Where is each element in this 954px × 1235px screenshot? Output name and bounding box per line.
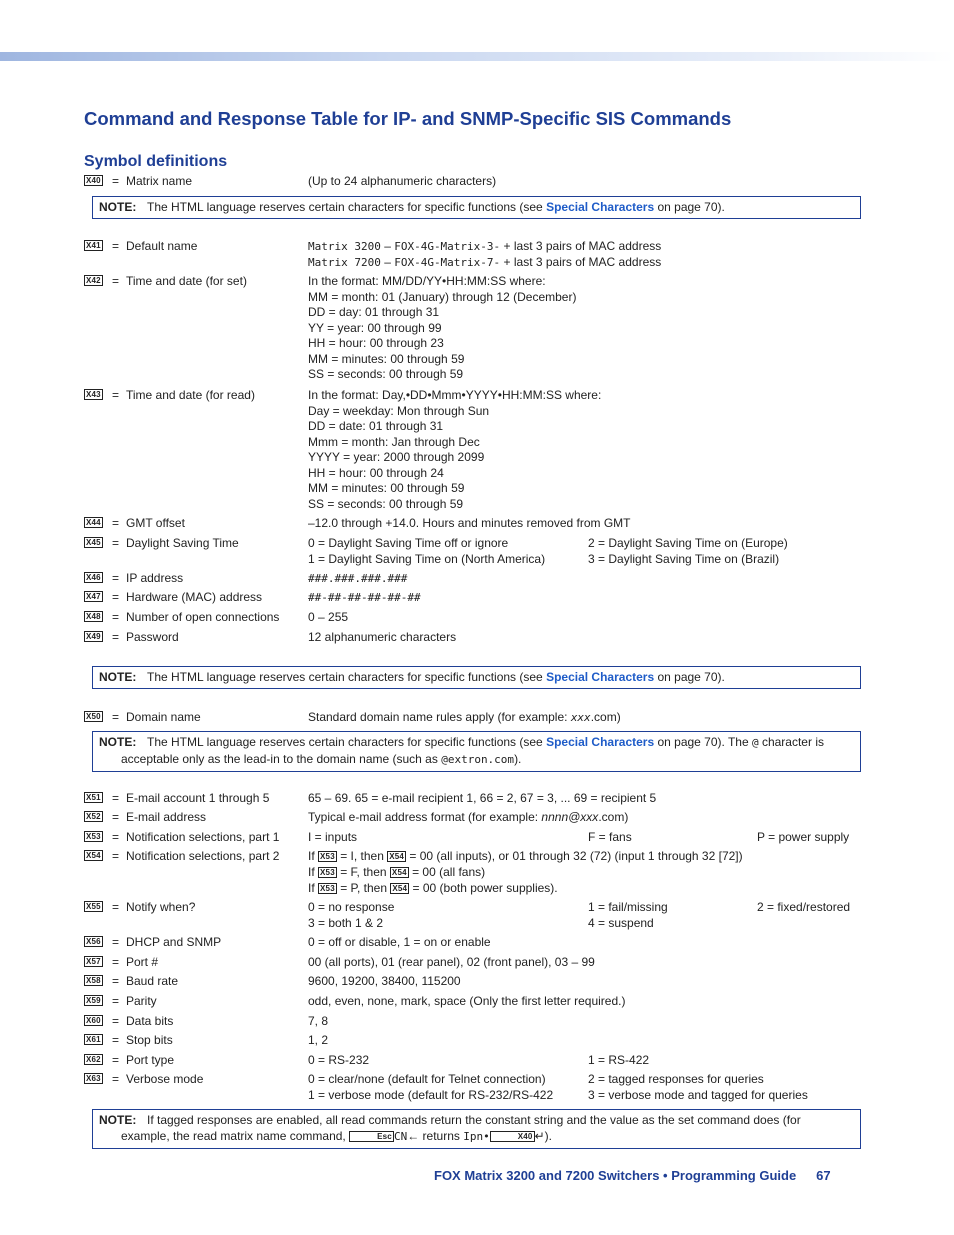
special-characters-link[interactable]: Special Characters — [546, 200, 655, 214]
page-title: Command and Response Table for IP- and SNMP-Specific SIS Commands — [84, 108, 732, 129]
page-footer — [434, 1168, 831, 1183]
page-number: 67 — [816, 1168, 831, 1183]
symbol-label: Notify when? — [126, 900, 196, 914]
symbol-value: 00 (all ports), 01 (rear panel), 02 (front panel), 03 – 99 — [308, 955, 595, 969]
symbol-value: 1, 2 — [308, 1033, 329, 1047]
symbol-label: Data bits — [126, 1014, 174, 1028]
variable-box: X50 — [86, 712, 101, 721]
note-box: NOTE: The HTML language reserves certain characters for specific functions (see Special Characters on page 70). — [92, 196, 861, 219]
symbol-label: Time and date (for read) — [126, 388, 255, 402]
symbol-value: 0 – 255 — [308, 610, 349, 624]
symbol-label: Verbose mode — [126, 1072, 204, 1086]
variable-box: X46 — [86, 573, 101, 582]
note-box: NOTE: If tagged responses are enabled, all read commands return the constant string and the value as the set command does (for example, the read matrix name command, Esc CN← returns Ipn• X40 ↵). — [92, 1109, 861, 1149]
variable-box: X44 — [86, 518, 101, 527]
variable-box: X40 — [86, 176, 101, 185]
variable-box: X60 — [86, 1016, 101, 1025]
symbol-label: E-mail address — [126, 810, 207, 824]
variable-box: X62 — [86, 1055, 101, 1064]
symbol-value: Matrix 7200 – FOX-4G-Matrix-7- + last 3 pairs of MAC address — [308, 255, 662, 269]
variable-box: X41 — [86, 241, 101, 250]
left-arrow-icon: ← — [407, 1129, 420, 1143]
variable-box: X57 — [86, 957, 101, 966]
symbol-label: DHCP and SNMP — [126, 935, 222, 949]
symbol-label: Number of open connections — [126, 610, 280, 624]
symbol-label: Hardware (MAC) address — [126, 590, 263, 604]
symbol-value: (Up to 24 alphanumeric characters) — [308, 174, 497, 188]
note-box: NOTE: The HTML language reserves certain characters for specific functions (see Special Characters on page 70). The @ character is acceptable only as the lead-in to the domain name (such as @extron.com). — [92, 731, 861, 772]
symbol-value: 9600, 19200, 38400, 115200 — [308, 974, 461, 988]
symbol-value: 0 = off or disable, 1 = on or enable — [308, 935, 491, 949]
symbol-label: Stop bits — [126, 1033, 173, 1047]
symbol-value: –12.0 through +14.0. Hours and minutes removed from GMT — [308, 516, 631, 530]
symbol-label: Port type — [126, 1053, 175, 1067]
symbol-label: Baud rate — [126, 974, 179, 988]
variable-box: X42 — [86, 276, 101, 285]
variable-box: X55 — [86, 902, 101, 911]
symbol-label: Parity — [126, 994, 157, 1008]
symbol-value: 65 – 69. 65 = e-mail recipient 1, 66 = 2, 67 = 3, ... 69 = recipient 5 — [308, 791, 657, 805]
variable-box: X61 — [86, 1035, 101, 1044]
symbol-label: GMT offset — [126, 516, 185, 530]
variable-box: X43 — [86, 390, 101, 399]
symbol-label: Time and date (for set) — [126, 274, 247, 288]
symbol-value: 12 alphanumeric characters — [308, 630, 457, 644]
variable-box: X54 — [86, 851, 101, 860]
note-box: NOTE: The HTML language reserves certain characters for specific functions (see Special Characters on page 70). — [92, 666, 861, 689]
symbol-label: Port # — [126, 955, 159, 969]
symbol-value: ###.###.###.### — [308, 572, 408, 585]
header-gradient-bar — [0, 52, 954, 61]
special-characters-link[interactable]: Special Characters — [546, 735, 655, 749]
symbol-value: odd, even, none, mark, space (Only the first letter required.) — [308, 994, 626, 1008]
symbol-label: E-mail account 1 through 5 — [126, 791, 270, 805]
variable-box: X47 — [86, 592, 101, 601]
symbol-label: IP address — [126, 571, 184, 585]
symbol-value: 7, 8 — [308, 1014, 329, 1028]
escape-key-box: Esc — [349, 1131, 394, 1142]
variable-box: X56 — [86, 937, 101, 946]
section-title: Symbol definitions — [84, 153, 228, 170]
symbol-label: Daylight Saving Time — [126, 536, 239, 550]
symbol-label: Password — [126, 630, 179, 644]
enter-return-icon: ↵ — [534, 1129, 545, 1143]
variable-box: X58 — [86, 976, 101, 985]
variable-box: X63 — [86, 1074, 101, 1083]
variable-box: X48 — [86, 612, 101, 621]
symbol-label: Default name — [126, 239, 198, 253]
symbol-label: Notification selections, part 1 — [126, 830, 280, 844]
symbol-value: Typical e-mail address format (for example: nnnn@xxx.com) — [308, 810, 629, 824]
variable-box: X53 — [86, 832, 101, 841]
symbol-label: Notification selections, part 2 — [126, 849, 280, 863]
variable-box: X52 — [86, 812, 101, 821]
symbol-label: Domain name — [126, 710, 201, 724]
special-characters-link[interactable]: Special Characters — [546, 670, 655, 684]
variable-box: X45 — [86, 538, 101, 547]
symbol-value: Matrix 3200 – FOX-4G-Matrix-3- + last 3 pairs of MAC address — [308, 239, 662, 253]
symbol-value: ##-##-##-##-##-## — [308, 591, 421, 604]
footer-title: FOX Matrix 3200 and 7200 Switchers • Programming Guide — [434, 1168, 797, 1183]
symbol-value: Standard domain name rules apply (for example: xxx.com) — [308, 710, 621, 724]
variable-box: X51 — [86, 793, 101, 802]
variable-box: X59 — [86, 996, 101, 1005]
symbol-label: Matrix name — [126, 174, 193, 188]
variable-box: X49 — [86, 632, 101, 641]
